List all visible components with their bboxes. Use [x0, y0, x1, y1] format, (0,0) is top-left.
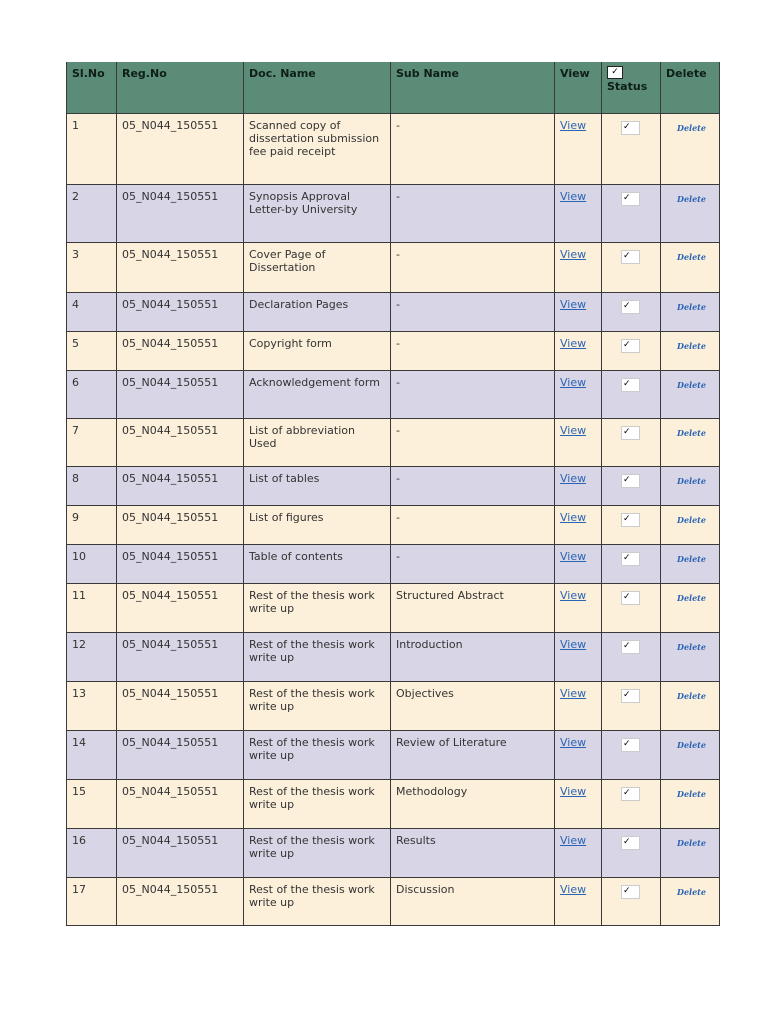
- table-row: [67, 730, 720, 779]
- cell-delete: [661, 544, 720, 583]
- cell-sl-no: 11: [67, 583, 117, 632]
- cell-view: [555, 544, 602, 583]
- cell-delete: [661, 730, 720, 779]
- cell-status: [602, 828, 661, 877]
- cell-sub-name: -: [391, 184, 555, 242]
- cell-sl-no: 9: [67, 505, 117, 544]
- view-link[interactable]: View: [560, 735, 587, 749]
- cell-delete: [661, 632, 720, 681]
- status-checkbox[interactable]: ✓: [621, 640, 640, 654]
- table-row: [67, 370, 720, 418]
- cell-sub-name: Results: [391, 828, 555, 877]
- cell-doc-name: Table of contents: [244, 544, 391, 583]
- cell-delete: [661, 828, 720, 877]
- status-checkbox[interactable]: ✓: [621, 787, 640, 801]
- cell-doc-name: Copyright form: [244, 331, 391, 370]
- cell-doc-name: List of tables: [244, 466, 391, 505]
- cell-sub-name: -: [391, 370, 555, 418]
- cell-sl-no: 1: [67, 113, 117, 184]
- cell-reg-no: 05_N044_150551: [117, 370, 244, 418]
- cell-view: [555, 730, 602, 779]
- header-reg-no: Reg.No: [117, 62, 244, 113]
- delete-link[interactable]: Delete: [677, 122, 706, 133]
- view-link[interactable]: View: [560, 189, 587, 203]
- cell-status: [602, 466, 661, 505]
- status-checkbox[interactable]: ✓: [621, 591, 640, 605]
- cell-reg-no: 05_N044_150551: [117, 242, 244, 292]
- cell-view: [555, 331, 602, 370]
- delete-link[interactable]: Delete: [677, 553, 706, 564]
- cell-sub-name: -: [391, 331, 555, 370]
- status-checkbox[interactable]: ✓: [621, 552, 640, 566]
- cell-sub-name: -: [391, 113, 555, 184]
- cell-status: [602, 779, 661, 828]
- delete-link[interactable]: Delete: [677, 514, 706, 525]
- cell-doc-name: Rest of the thesis work write up: [244, 779, 391, 828]
- status-checkbox[interactable]: ✓: [621, 339, 640, 353]
- cell-reg-no: 05_N044_150551: [117, 583, 244, 632]
- cell-sub-name: -: [391, 242, 555, 292]
- cell-sl-no: 3: [67, 242, 117, 292]
- status-checkbox[interactable]: ✓: [621, 121, 640, 135]
- cell-reg-no: 05_N044_150551: [117, 681, 244, 730]
- cell-sl-no: 8: [67, 466, 117, 505]
- cell-sl-no: 10: [67, 544, 117, 583]
- delete-link[interactable]: Delete: [677, 301, 706, 312]
- delete-link[interactable]: Delete: [677, 475, 706, 486]
- table-row: [67, 113, 720, 184]
- cell-reg-no: 05_N044_150551: [117, 418, 244, 466]
- cell-reg-no: 05_N044_150551: [117, 730, 244, 779]
- table-body: [67, 113, 720, 925]
- table-row: [67, 632, 720, 681]
- view-link[interactable]: View: [560, 588, 587, 602]
- cell-reg-no: 05_N044_150551: [117, 113, 244, 184]
- status-checkbox[interactable]: ✓: [621, 300, 640, 314]
- table-row: [67, 505, 720, 544]
- cell-view: [555, 877, 602, 925]
- delete-link[interactable]: Delete: [677, 641, 706, 652]
- cell-reg-no: 05_N044_150551: [117, 466, 244, 505]
- cell-sub-name: Review of Literature: [391, 730, 555, 779]
- cell-status: [602, 544, 661, 583]
- cell-sub-name: -: [391, 505, 555, 544]
- cell-reg-no: 05_N044_150551: [117, 828, 244, 877]
- cell-delete: [661, 583, 720, 632]
- cell-view: [555, 632, 602, 681]
- cell-doc-name: Scanned copy of dissertation submission fee paid receipt: [244, 113, 391, 184]
- cell-reg-no: 05_N044_150551: [117, 632, 244, 681]
- cell-view: [555, 418, 602, 466]
- cell-sl-no: 17: [67, 877, 117, 925]
- table-header-row: [67, 62, 720, 113]
- cell-reg-no: 05_N044_150551: [117, 877, 244, 925]
- header-view: View: [555, 62, 602, 113]
- documents-table: [66, 62, 720, 926]
- table-row: [67, 779, 720, 828]
- cell-view: [555, 242, 602, 292]
- status-checkbox[interactable]: ✓: [621, 885, 640, 899]
- cell-delete: [661, 877, 720, 925]
- delete-link[interactable]: Delete: [677, 886, 706, 897]
- cell-sub-name: Objectives: [391, 681, 555, 730]
- cell-view: [555, 292, 602, 331]
- cell-reg-no: 05_N044_150551: [117, 779, 244, 828]
- view-link[interactable]: View: [560, 549, 587, 563]
- table-row: [67, 544, 720, 583]
- cell-status: [602, 331, 661, 370]
- cell-status: [602, 113, 661, 184]
- cell-delete: [661, 113, 720, 184]
- table-row: [67, 681, 720, 730]
- cell-delete: [661, 779, 720, 828]
- cell-view: [555, 681, 602, 730]
- header-doc-name: Doc. Name: [244, 62, 391, 113]
- cell-sl-no: 6: [67, 370, 117, 418]
- header-status: [602, 62, 661, 113]
- view-link[interactable]: View: [560, 118, 587, 132]
- cell-reg-no: 05_N044_150551: [117, 331, 244, 370]
- status-checkbox[interactable]: ✓: [621, 513, 640, 527]
- cell-sl-no: 5: [67, 331, 117, 370]
- status-checkbox[interactable]: ✓: [621, 192, 640, 206]
- table-row: [67, 877, 720, 925]
- delete-link[interactable]: Delete: [677, 251, 706, 262]
- cell-view: [555, 370, 602, 418]
- cell-status: [602, 370, 661, 418]
- cell-status: [602, 632, 661, 681]
- cell-delete: [661, 681, 720, 730]
- delete-link[interactable]: Delete: [677, 592, 706, 603]
- view-link[interactable]: View: [560, 297, 587, 311]
- delete-link[interactable]: Delete: [677, 788, 706, 799]
- status-checkbox[interactable]: ✓: [621, 250, 640, 264]
- cell-sub-name: Methodology: [391, 779, 555, 828]
- table-row: [67, 331, 720, 370]
- cell-doc-name: List of abbreviation Used: [244, 418, 391, 466]
- view-link[interactable]: View: [560, 375, 587, 389]
- cell-view: [555, 113, 602, 184]
- table-row: [67, 184, 720, 242]
- status-checkbox[interactable]: ✓: [621, 738, 640, 752]
- cell-doc-name: Rest of the thesis work write up: [244, 828, 391, 877]
- status-checkbox[interactable]: ✓: [621, 474, 640, 488]
- view-link[interactable]: View: [560, 882, 587, 896]
- cell-doc-name: Rest of the thesis work write up: [244, 632, 391, 681]
- cell-delete: [661, 505, 720, 544]
- cell-doc-name: Declaration Pages: [244, 292, 391, 331]
- cell-sub-name: -: [391, 544, 555, 583]
- cell-sl-no: 13: [67, 681, 117, 730]
- cell-sub-name: -: [391, 292, 555, 331]
- cell-status: [602, 681, 661, 730]
- view-link[interactable]: View: [560, 833, 587, 847]
- cell-doc-name: Rest of the thesis work write up: [244, 877, 391, 925]
- cell-sl-no: 16: [67, 828, 117, 877]
- delete-link[interactable]: Delete: [677, 340, 706, 351]
- cell-view: [555, 828, 602, 877]
- cell-delete: [661, 331, 720, 370]
- header-status-label: Status: [607, 80, 648, 93]
- cell-view: [555, 779, 602, 828]
- cell-sl-no: 15: [67, 779, 117, 828]
- table-row: [67, 292, 720, 331]
- select-all-checkbox[interactable]: ✓: [607, 66, 623, 79]
- cell-delete: [661, 292, 720, 331]
- cell-delete: [661, 466, 720, 505]
- cell-sub-name: -: [391, 466, 555, 505]
- cell-doc-name: List of figures: [244, 505, 391, 544]
- cell-status: [602, 877, 661, 925]
- status-checkbox[interactable]: ✓: [621, 378, 640, 392]
- view-link[interactable]: View: [560, 247, 587, 261]
- cell-view: [555, 583, 602, 632]
- header-sub-name: Sub Name: [391, 62, 555, 113]
- delete-link[interactable]: Delete: [677, 837, 706, 848]
- cell-sl-no: 2: [67, 184, 117, 242]
- cell-sl-no: 7: [67, 418, 117, 466]
- cell-status: [602, 505, 661, 544]
- view-link[interactable]: View: [560, 336, 587, 350]
- delete-link[interactable]: Delete: [677, 379, 706, 390]
- cell-status: [602, 418, 661, 466]
- cell-doc-name: Rest of the thesis work write up: [244, 730, 391, 779]
- cell-delete: [661, 370, 720, 418]
- table-row: [67, 418, 720, 466]
- cell-delete: [661, 184, 720, 242]
- cell-view: [555, 184, 602, 242]
- view-link[interactable]: View: [560, 686, 587, 700]
- view-link[interactable]: View: [560, 784, 587, 798]
- delete-link[interactable]: Delete: [677, 690, 706, 701]
- table-row: [67, 583, 720, 632]
- cell-reg-no: 05_N044_150551: [117, 292, 244, 331]
- table-row: [67, 242, 720, 292]
- cell-status: [602, 583, 661, 632]
- cell-view: [555, 466, 602, 505]
- cell-delete: [661, 242, 720, 292]
- cell-status: [602, 184, 661, 242]
- cell-sub-name: Structured Abstract: [391, 583, 555, 632]
- cell-sl-no: 4: [67, 292, 117, 331]
- delete-link[interactable]: Delete: [677, 193, 706, 204]
- table-row: [67, 828, 720, 877]
- delete-link[interactable]: Delete: [677, 427, 706, 438]
- cell-doc-name: Rest of the thesis work write up: [244, 583, 391, 632]
- cell-reg-no: 05_N044_150551: [117, 184, 244, 242]
- cell-doc-name: Synopsis Approval Letter-by University: [244, 184, 391, 242]
- status-checkbox[interactable]: ✓: [621, 836, 640, 850]
- view-link[interactable]: View: [560, 471, 587, 485]
- cell-sub-name: -: [391, 418, 555, 466]
- cell-doc-name: Rest of the thesis work write up: [244, 681, 391, 730]
- cell-reg-no: 05_N044_150551: [117, 505, 244, 544]
- view-link[interactable]: View: [560, 510, 587, 524]
- cell-status: [602, 292, 661, 331]
- view-link[interactable]: View: [560, 637, 587, 651]
- cell-delete: [661, 418, 720, 466]
- table-row: [67, 466, 720, 505]
- cell-sl-no: 14: [67, 730, 117, 779]
- cell-status: [602, 242, 661, 292]
- status-checkbox[interactable]: ✓: [621, 689, 640, 703]
- cell-sub-name: Introduction: [391, 632, 555, 681]
- cell-reg-no: 05_N044_150551: [117, 544, 244, 583]
- cell-doc-name: Cover Page of Dissertation: [244, 242, 391, 292]
- status-checkbox[interactable]: ✓: [621, 426, 640, 440]
- cell-view: [555, 505, 602, 544]
- cell-doc-name: Acknowledgement form: [244, 370, 391, 418]
- cell-status: [602, 730, 661, 779]
- header-delete: Delete: [661, 62, 720, 113]
- delete-link[interactable]: Delete: [677, 739, 706, 750]
- header-sl-no: Sl.No: [67, 62, 117, 113]
- view-link[interactable]: View: [560, 423, 587, 437]
- cell-sl-no: 12: [67, 632, 117, 681]
- cell-sub-name: Discussion: [391, 877, 555, 925]
